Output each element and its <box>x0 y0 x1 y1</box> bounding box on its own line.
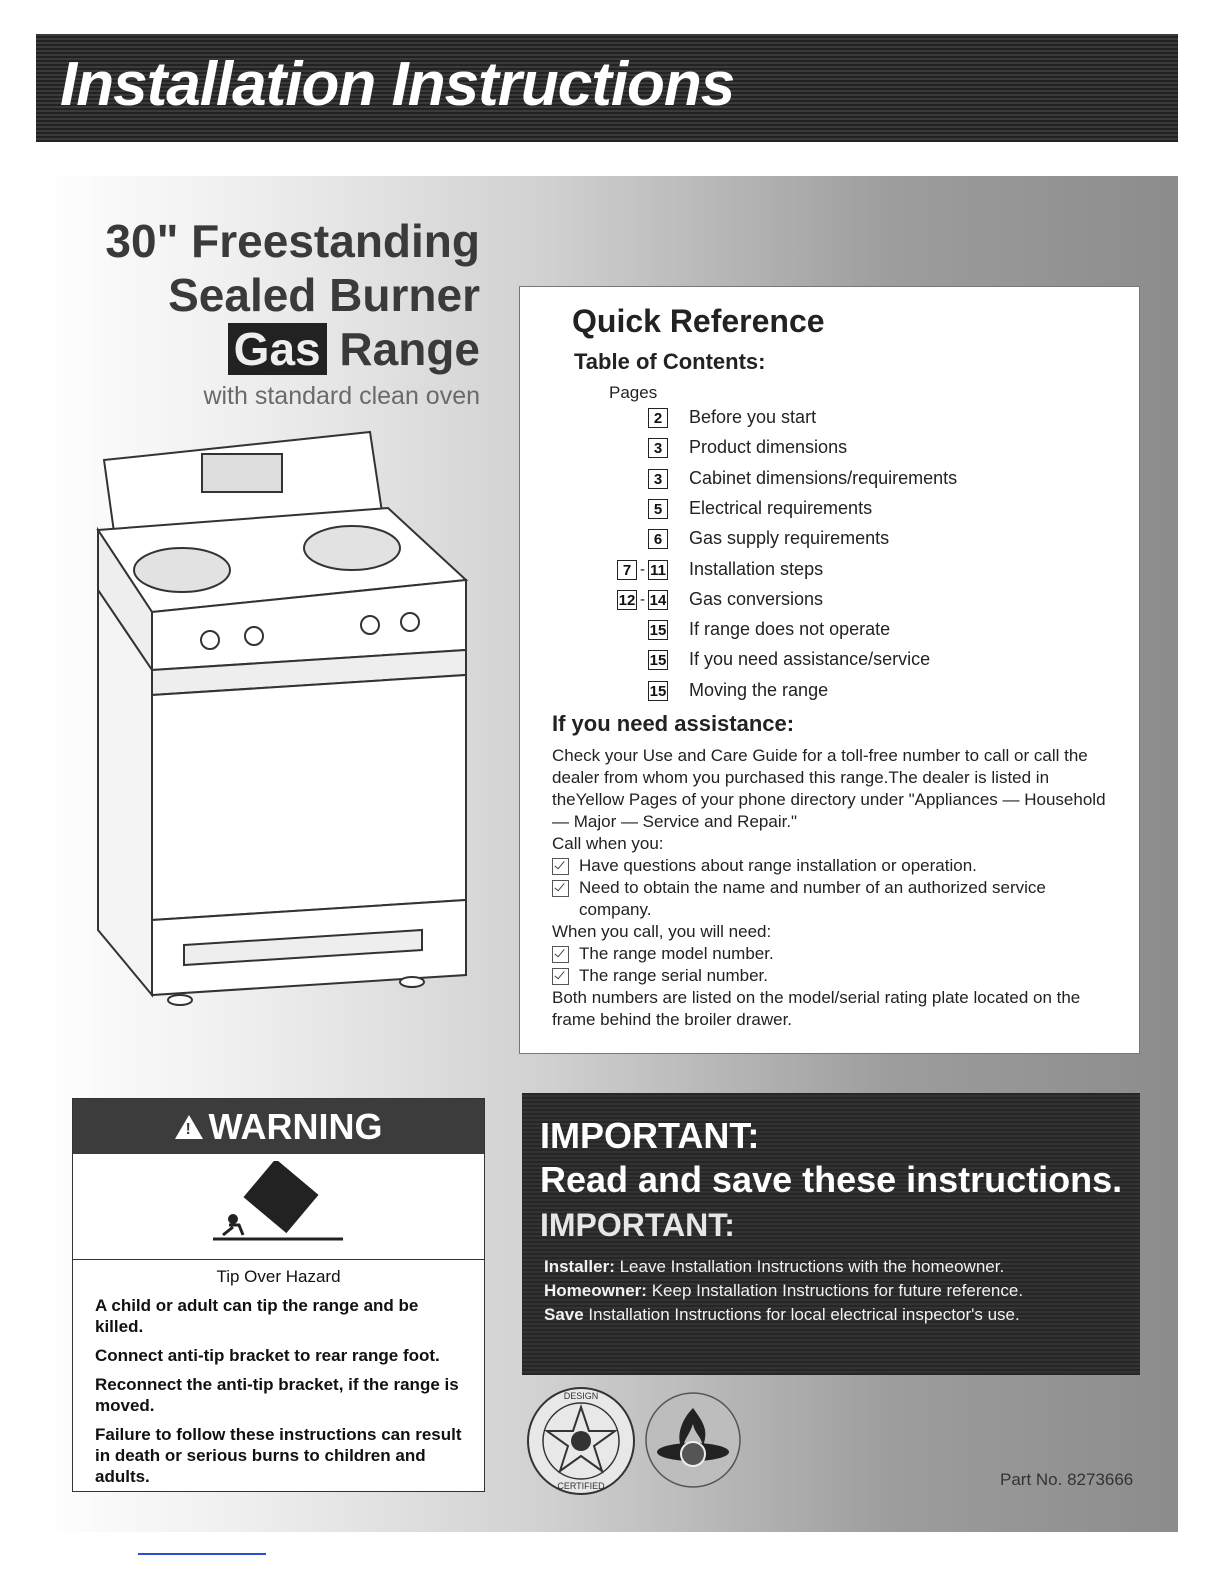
page-number-box: 7 <box>617 560 637 580</box>
toc-page-numbers <box>648 469 668 489</box>
toc-entry-label: If you need assistance/service <box>689 649 931 670</box>
page-number-box: 15 <box>649 622 667 640</box>
page-number-box: 15 <box>649 652 667 670</box>
toc-entry <box>520 435 1141 463</box>
toc-entry <box>520 526 1141 554</box>
page-number-box: 2 <box>648 408 668 428</box>
warning-triangle-icon: ! <box>175 1115 203 1139</box>
assistance-text: Check your Use and Care Guide for a toll-free number to call or call the dealer from whom you purchased this range.The dealer is listed in theYellow Pages of your phone directory under "Appliances — Household — Major — Service and Repair." <box>552 746 1106 831</box>
page-title: Installation Instructions <box>60 50 735 119</box>
important-line: Installer: Leave Installation Instructions with the homeowner. <box>544 1257 1005 1276</box>
svg-text:CERTIFIED: CERTIFIED <box>557 1481 605 1491</box>
toc-entry-label: Installation steps <box>689 558 824 579</box>
important-heading-2: IMPORTANT: <box>540 1207 735 1243</box>
gas-certification-seal <box>643 1390 743 1490</box>
toc-entry-label: Before you start <box>689 407 817 427</box>
checklist-item: The range model number. <box>552 943 1122 965</box>
part-number: Part No. 8273666 <box>1000 1470 1134 1489</box>
toc-entry-label: Product dimensions <box>689 437 848 458</box>
toc-page-numbers <box>648 620 668 640</box>
quick-reference-panel <box>519 286 1140 1054</box>
tip-over-icon <box>193 1161 363 1251</box>
warning-text <box>95 1295 465 1495</box>
page-number-box: 14 <box>649 591 667 609</box>
warning-header <box>73 1099 484 1154</box>
important-line: Save Installation Instructions for local electrical inspector's use. <box>544 1305 1020 1324</box>
toc-page-numbers <box>648 529 668 549</box>
checkbox-icon <box>552 946 569 963</box>
page-number-box: 3 <box>648 438 668 458</box>
page-number-box: 6 <box>648 529 668 549</box>
warning-line: Failure to follow these instructions can result in death or serious burns to children and adults. <box>95 1425 462 1486</box>
toc-entry <box>520 405 1141 433</box>
warning-header-text: WARNING <box>208 1105 383 1147</box>
toc-entry <box>520 496 1141 524</box>
product-title <box>60 214 480 411</box>
checklist-item: Need to obtain the name and number of an authorized service company. <box>552 877 1122 921</box>
important-line: Homeowner: Keep Installation Instructions for future reference. <box>544 1281 1024 1300</box>
important-lines <box>544 1255 1023 1327</box>
toc-title: Table of Contents: <box>574 349 766 374</box>
toc-entry-label: Electrical requirements <box>689 497 873 518</box>
page-number-box: 5 <box>648 499 668 519</box>
checkbox-icon <box>552 858 569 875</box>
need-when-label: When you call, you will need: <box>552 922 772 941</box>
assistance-title: If you need assistance: <box>552 711 795 736</box>
product-title-line3 <box>60 322 480 376</box>
toc-page-numbers <box>648 408 668 428</box>
toc-entry <box>520 557 1141 585</box>
range-label: Range <box>339 323 480 375</box>
design-certified-seal <box>525 1385 637 1497</box>
toc-entry-label: Cabinet dimensions/requirements <box>689 467 958 488</box>
product-title-line1: 30" Freestanding <box>105 215 480 267</box>
toc-page-numbers: 7 - 11 <box>617 560 668 580</box>
toc-page-numbers <box>648 438 668 458</box>
product-title-line2: Sealed Burner <box>168 269 480 321</box>
closing-text: Both numbers are listed on the model/serial rating plate located on the frame behind the broiler drawer. <box>552 988 1081 1029</box>
toc-page-numbers: 12 - 14 <box>618 591 667 609</box>
gas-label: Gas <box>228 323 327 375</box>
checklist-item: The range serial number. <box>552 965 1122 987</box>
call-when-label: Call when you: <box>552 834 664 853</box>
warning-line: Reconnect the anti-tip bracket, if the range is moved. <box>95 1375 459 1415</box>
checkbox-icon <box>552 880 569 897</box>
svg-text:DESIGN: DESIGN <box>563 1391 599 1401</box>
important-box <box>522 1093 1140 1375</box>
toc-entry-label: Gas conversions <box>689 588 824 609</box>
bottom-rule <box>138 1553 266 1555</box>
warning-divider <box>73 1259 484 1260</box>
toc-entry-label: Gas supply requirements <box>689 528 890 549</box>
assistance-body <box>552 745 1122 1031</box>
warning-line: A child or adult can tip the range and be killed. <box>95 1296 419 1336</box>
page-number-box: 12 <box>618 591 636 609</box>
page-number-box: 15 <box>649 682 667 700</box>
range-illustration <box>92 420 482 1030</box>
warning-line: Connect anti-tip bracket to rear range foot. <box>95 1346 440 1365</box>
checklist-item: Have questions about range installation or operation. <box>552 855 1122 877</box>
header-banner <box>36 34 1178 142</box>
checkbox-icon <box>552 968 569 985</box>
pages-label: Pages <box>609 383 658 402</box>
read-save-heading: Read and save these instructions. <box>540 1159 1123 1200</box>
toc-entry-label: If range does not operate <box>689 619 891 640</box>
toc-entry <box>520 617 1141 645</box>
quick-reference-title: Quick Reference <box>572 303 825 339</box>
toc-page-numbers <box>648 650 668 670</box>
hazard-label: Tip Over Hazard <box>216 1267 341 1286</box>
page-number-box: 3 <box>648 469 668 489</box>
toc-entry <box>520 587 1141 615</box>
toc-entry <box>520 466 1141 494</box>
toc-page-numbers <box>648 499 668 519</box>
toc-entry <box>520 678 1141 706</box>
toc-entry <box>520 647 1141 675</box>
important-heading: IMPORTANT: <box>540 1115 760 1156</box>
product-subtitle: with standard clean oven <box>203 382 480 410</box>
toc-page-numbers <box>648 681 668 701</box>
page-number-box: 11 <box>648 560 668 580</box>
toc-entry-label: Moving the range <box>689 679 829 700</box>
warning-box <box>72 1098 485 1492</box>
